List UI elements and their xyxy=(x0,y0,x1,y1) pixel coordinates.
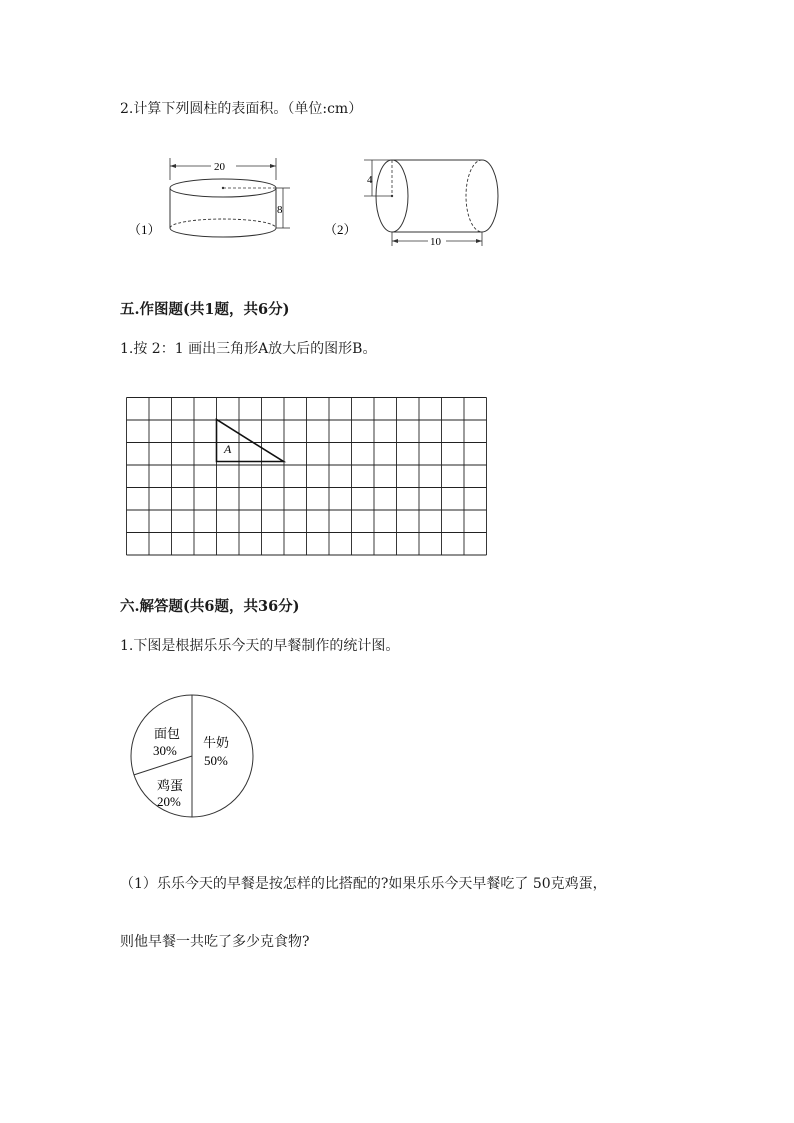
breakfast-pie-chart xyxy=(130,694,260,824)
fig2-label: （2） xyxy=(324,222,357,237)
pie-divider-left xyxy=(134,756,192,775)
section6-sub1-line2: 则他早餐一共吃了多少克食物? xyxy=(120,934,310,950)
pie-label-egg-name: 鸡蛋 xyxy=(157,778,184,793)
cylinder-figure-1 xyxy=(118,150,308,250)
fig1-diameter: 20 xyxy=(214,161,225,173)
section6-sub1-line1: （1）乐乐今天的早餐是按怎样的比搭配的?如果乐乐今天早餐吃了 50克鸡蛋， xyxy=(120,876,607,892)
section5-heading: 五.作图题(共1题，共6分) xyxy=(120,301,290,318)
pie-label-egg-pct: 20% xyxy=(157,794,181,809)
q2-text: 2.计算下列圆柱的表面积。（单位:cm） xyxy=(120,101,363,117)
pie-label-milk-pct: 50% xyxy=(204,753,228,768)
pie-label-milk-name: 牛奶 xyxy=(203,735,230,750)
drawing-grid xyxy=(126,397,488,549)
cylinder-figure-2 xyxy=(322,150,512,260)
section6-heading: 六.解答题(共6题，共36分) xyxy=(120,598,300,615)
fig1-label: （1） xyxy=(128,222,161,237)
pie-label-bread-pct: 30% xyxy=(153,743,177,758)
pie-label-bread-name: 面包 xyxy=(154,726,181,741)
section6-q1-text: 1.下图是根据乐乐今天的早餐制作的统计图。 xyxy=(120,638,400,654)
triangle-a-label: A xyxy=(224,442,232,456)
fig2-length: 10 xyxy=(430,236,441,248)
fig1-height: 8 xyxy=(277,204,283,216)
section5-q1-text: 1.按 2：1 画出三角形A放大后的图形B。 xyxy=(120,341,377,357)
fig2-radius: 4 xyxy=(367,174,373,186)
